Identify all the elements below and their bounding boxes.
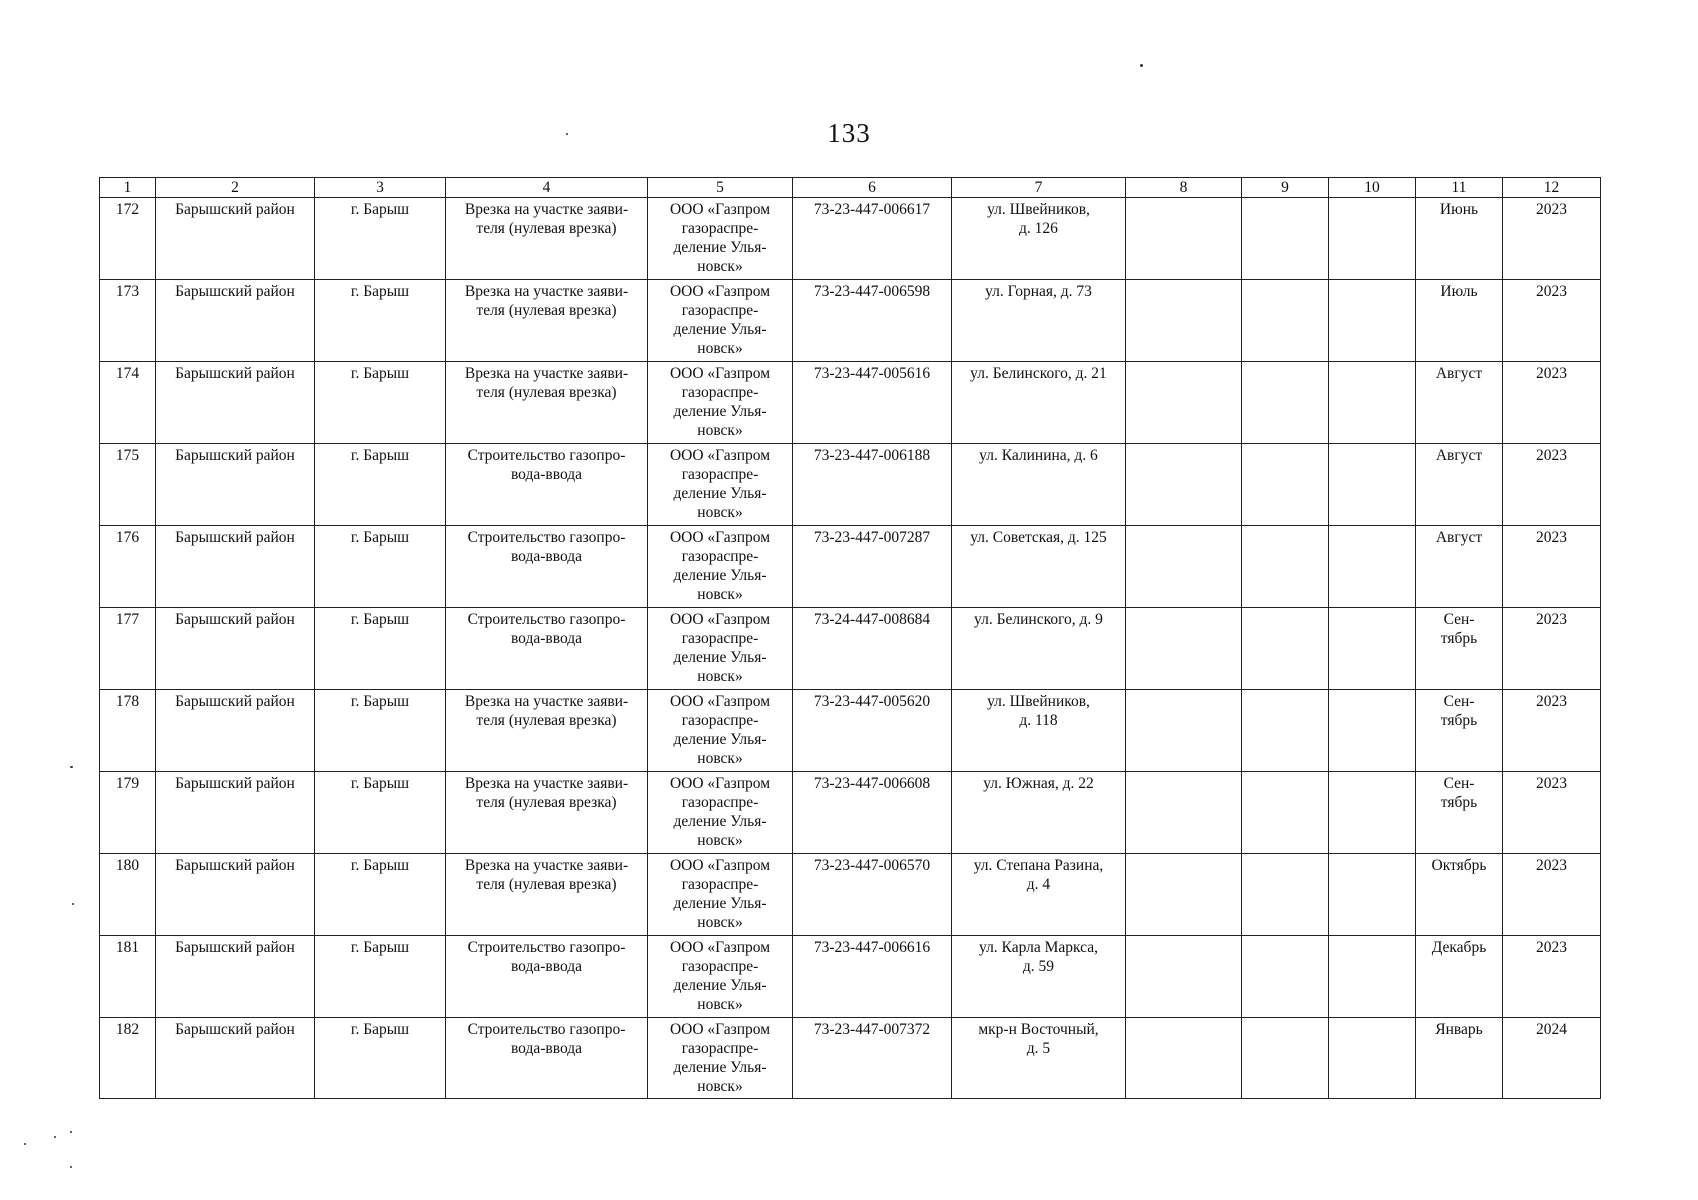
district-cell: Барышский район	[156, 362, 315, 444]
row-number: 180	[100, 854, 156, 936]
address-cell: ул. Белинского, д. 9	[952, 608, 1126, 690]
column-10-cell	[1329, 608, 1416, 690]
address-cell: ул. Советская, д. 125	[952, 526, 1126, 608]
organization-cell: ООО «Газпром газораспре- деление Улья- новск»	[648, 526, 793, 608]
month-cell: Сен- тябрь	[1416, 690, 1503, 772]
table-row	[100, 772, 1601, 854]
district-cell: Барышский район	[156, 444, 315, 526]
object-code-cell: 73-23-447-006570	[793, 854, 952, 936]
work-type-cell: Врезка на участке заяви- теля (нулевая врезка)	[446, 772, 648, 854]
organization-cell: ООО «Газпром газораспре- деление Улья- новск»	[648, 1018, 793, 1099]
column-9-cell	[1242, 936, 1329, 1018]
district-cell: Барышский район	[156, 690, 315, 772]
district-cell: Барышский район	[156, 772, 315, 854]
address-cell: ул. Степана Разина, д. 4	[952, 854, 1126, 936]
table-row	[100, 444, 1601, 526]
year-cell: 2024	[1503, 1018, 1601, 1099]
column-9-cell	[1242, 280, 1329, 362]
column-8-cell	[1126, 690, 1242, 772]
column-header: 8	[1126, 178, 1242, 198]
row-number: 176	[100, 526, 156, 608]
column-8-cell	[1126, 854, 1242, 936]
organization-cell: ООО «Газпром газораспре- деление Улья- новск»	[648, 362, 793, 444]
year-cell: 2023	[1503, 690, 1601, 772]
table-row	[100, 526, 1601, 608]
column-9-cell	[1242, 1018, 1329, 1099]
gasification-schedule-table	[99, 177, 1601, 1099]
row-number: 177	[100, 608, 156, 690]
object-code-cell: 73-23-447-006616	[793, 936, 952, 1018]
scan-speck	[24, 1143, 26, 1145]
scan-speck	[70, 1166, 72, 1168]
work-type-cell: Врезка на участке заяви- теля (нулевая врезка)	[446, 198, 648, 280]
address-cell: ул. Швейников, д. 118	[952, 690, 1126, 772]
district-cell: Барышский район	[156, 198, 315, 280]
table-row	[100, 690, 1601, 772]
scan-speck	[566, 133, 568, 135]
scan-speck	[72, 903, 74, 905]
column-10-cell	[1329, 772, 1416, 854]
work-type-cell: Строительство газопро- вода-ввода	[446, 526, 648, 608]
year-cell: 2023	[1503, 608, 1601, 690]
town-cell: г. Барыш	[315, 690, 446, 772]
table-row	[100, 608, 1601, 690]
organization-cell: ООО «Газпром газораспре- деление Улья- новск»	[648, 608, 793, 690]
object-code-cell: 73-23-447-007287	[793, 526, 952, 608]
column-header: 7	[952, 178, 1126, 198]
column-8-cell	[1126, 608, 1242, 690]
year-cell: 2023	[1503, 854, 1601, 936]
month-cell: Январь	[1416, 1018, 1503, 1099]
scan-speck	[70, 766, 73, 768]
organization-cell: ООО «Газпром газораспре- деление Улья- новск»	[648, 936, 793, 1018]
column-8-cell	[1126, 444, 1242, 526]
town-cell: г. Барыш	[315, 444, 446, 526]
column-10-cell	[1329, 362, 1416, 444]
address-cell: мкр-н Восточный, д. 5	[952, 1018, 1126, 1099]
table-body	[100, 198, 1601, 1099]
organization-cell: ООО «Газпром газораспре- деление Улья- новск»	[648, 690, 793, 772]
district-cell: Барышский район	[156, 608, 315, 690]
object-code-cell: 73-23-447-005620	[793, 690, 952, 772]
row-number: 179	[100, 772, 156, 854]
column-8-cell	[1126, 280, 1242, 362]
table-row	[100, 198, 1601, 280]
table-row	[100, 936, 1601, 1018]
town-cell: г. Барыш	[315, 198, 446, 280]
column-10-cell	[1329, 854, 1416, 936]
year-cell: 2023	[1503, 772, 1601, 854]
column-8-cell	[1126, 362, 1242, 444]
column-9-cell	[1242, 690, 1329, 772]
table-row	[100, 854, 1601, 936]
town-cell: г. Барыш	[315, 936, 446, 1018]
organization-cell: ООО «Газпром газораспре- деление Улья- новск»	[648, 772, 793, 854]
object-code-cell: 73-23-447-005616	[793, 362, 952, 444]
year-cell: 2023	[1503, 936, 1601, 1018]
year-cell: 2023	[1503, 362, 1601, 444]
town-cell: г. Барыш	[315, 280, 446, 362]
town-cell: г. Барыш	[315, 772, 446, 854]
column-9-cell	[1242, 772, 1329, 854]
column-9-cell	[1242, 854, 1329, 936]
month-cell: Сен- тябрь	[1416, 772, 1503, 854]
address-cell: ул. Южная, д. 22	[952, 772, 1126, 854]
column-header: 4	[446, 178, 648, 198]
organization-cell: ООО «Газпром газораспре- деление Улья- новск»	[648, 854, 793, 936]
town-cell: г. Барыш	[315, 608, 446, 690]
organization-cell: ООО «Газпром газораспре- деление Улья- новск»	[648, 444, 793, 526]
column-10-cell	[1329, 198, 1416, 280]
column-number-row	[100, 178, 1601, 198]
column-9-cell	[1242, 526, 1329, 608]
town-cell: г. Барыш	[315, 362, 446, 444]
district-cell: Барышский район	[156, 526, 315, 608]
row-number: 173	[100, 280, 156, 362]
organization-cell: ООО «Газпром газораспре- деление Улья- новск»	[648, 280, 793, 362]
work-type-cell: Врезка на участке заяви- теля (нулевая врезка)	[446, 690, 648, 772]
column-header: 10	[1329, 178, 1416, 198]
row-number: 174	[100, 362, 156, 444]
column-header: 5	[648, 178, 793, 198]
district-cell: Барышский район	[156, 854, 315, 936]
district-cell: Барышский район	[156, 280, 315, 362]
object-code-cell: 73-23-447-006188	[793, 444, 952, 526]
month-cell: Декабрь	[1416, 936, 1503, 1018]
column-header: 3	[315, 178, 446, 198]
address-cell: ул. Калинина, д. 6	[952, 444, 1126, 526]
object-code-cell: 73-23-447-007372	[793, 1018, 952, 1099]
column-header: 6	[793, 178, 952, 198]
column-8-cell	[1126, 936, 1242, 1018]
object-code-cell: 73-23-447-006608	[793, 772, 952, 854]
month-cell: Сен- тябрь	[1416, 608, 1503, 690]
year-cell: 2023	[1503, 526, 1601, 608]
address-cell: ул. Швейников, д. 126	[952, 198, 1126, 280]
scan-speck	[54, 1136, 56, 1138]
column-header: 9	[1242, 178, 1329, 198]
page-number: 133	[827, 118, 871, 148]
column-8-cell	[1126, 198, 1242, 280]
column-9-cell	[1242, 608, 1329, 690]
address-cell: ул. Горная, д. 73	[952, 280, 1126, 362]
column-9-cell	[1242, 198, 1329, 280]
town-cell: г. Барыш	[315, 854, 446, 936]
organization-cell: ООО «Газпром газораспре- деление Улья- новск»	[648, 198, 793, 280]
district-cell: Барышский район	[156, 936, 315, 1018]
column-9-cell	[1242, 444, 1329, 526]
row-number: 178	[100, 690, 156, 772]
work-type-cell: Строительство газопро- вода-ввода	[446, 608, 648, 690]
table-row	[100, 280, 1601, 362]
work-type-cell: Строительство газопро- вода-ввода	[446, 936, 648, 1018]
month-cell: Июнь	[1416, 198, 1503, 280]
address-cell: ул. Карла Маркса, д. 59	[952, 936, 1126, 1018]
column-10-cell	[1329, 444, 1416, 526]
column-header: 11	[1416, 178, 1503, 198]
column-header: 1	[100, 178, 156, 198]
column-9-cell	[1242, 362, 1329, 444]
month-cell: Июль	[1416, 280, 1503, 362]
column-8-cell	[1126, 1018, 1242, 1099]
work-type-cell: Врезка на участке заяви- теля (нулевая врезка)	[446, 362, 648, 444]
column-header: 2	[156, 178, 315, 198]
work-type-cell: Строительство газопро- вода-ввода	[446, 1018, 648, 1099]
object-code-cell: 73-24-447-008684	[793, 608, 952, 690]
year-cell: 2023	[1503, 198, 1601, 280]
month-cell: Октябрь	[1416, 854, 1503, 936]
work-type-cell: Врезка на участке заяви- теля (нулевая врезка)	[446, 854, 648, 936]
year-cell: 2023	[1503, 280, 1601, 362]
column-header: 12	[1503, 178, 1601, 198]
town-cell: г. Барыш	[315, 1018, 446, 1099]
scan-speck	[70, 1131, 72, 1133]
work-type-cell: Строительство газопро- вода-ввода	[446, 444, 648, 526]
row-number: 172	[100, 198, 156, 280]
row-number: 182	[100, 1018, 156, 1099]
column-10-cell	[1329, 526, 1416, 608]
column-10-cell	[1329, 280, 1416, 362]
table-row	[100, 362, 1601, 444]
month-cell: Август	[1416, 526, 1503, 608]
address-cell: ул. Белинского, д. 21	[952, 362, 1126, 444]
object-code-cell: 73-23-447-006617	[793, 198, 952, 280]
column-10-cell	[1329, 690, 1416, 772]
town-cell: г. Барыш	[315, 526, 446, 608]
month-cell: Август	[1416, 444, 1503, 526]
row-number: 175	[100, 444, 156, 526]
column-8-cell	[1126, 526, 1242, 608]
month-cell: Август	[1416, 362, 1503, 444]
year-cell: 2023	[1503, 444, 1601, 526]
column-10-cell	[1329, 936, 1416, 1018]
district-cell: Барышский район	[156, 1018, 315, 1099]
scan-speck	[1140, 64, 1143, 67]
work-type-cell: Врезка на участке заяви- теля (нулевая врезка)	[446, 280, 648, 362]
row-number: 181	[100, 936, 156, 1018]
object-code-cell: 73-23-447-006598	[793, 280, 952, 362]
column-10-cell	[1329, 1018, 1416, 1099]
column-8-cell	[1126, 772, 1242, 854]
table-row	[100, 1018, 1601, 1099]
